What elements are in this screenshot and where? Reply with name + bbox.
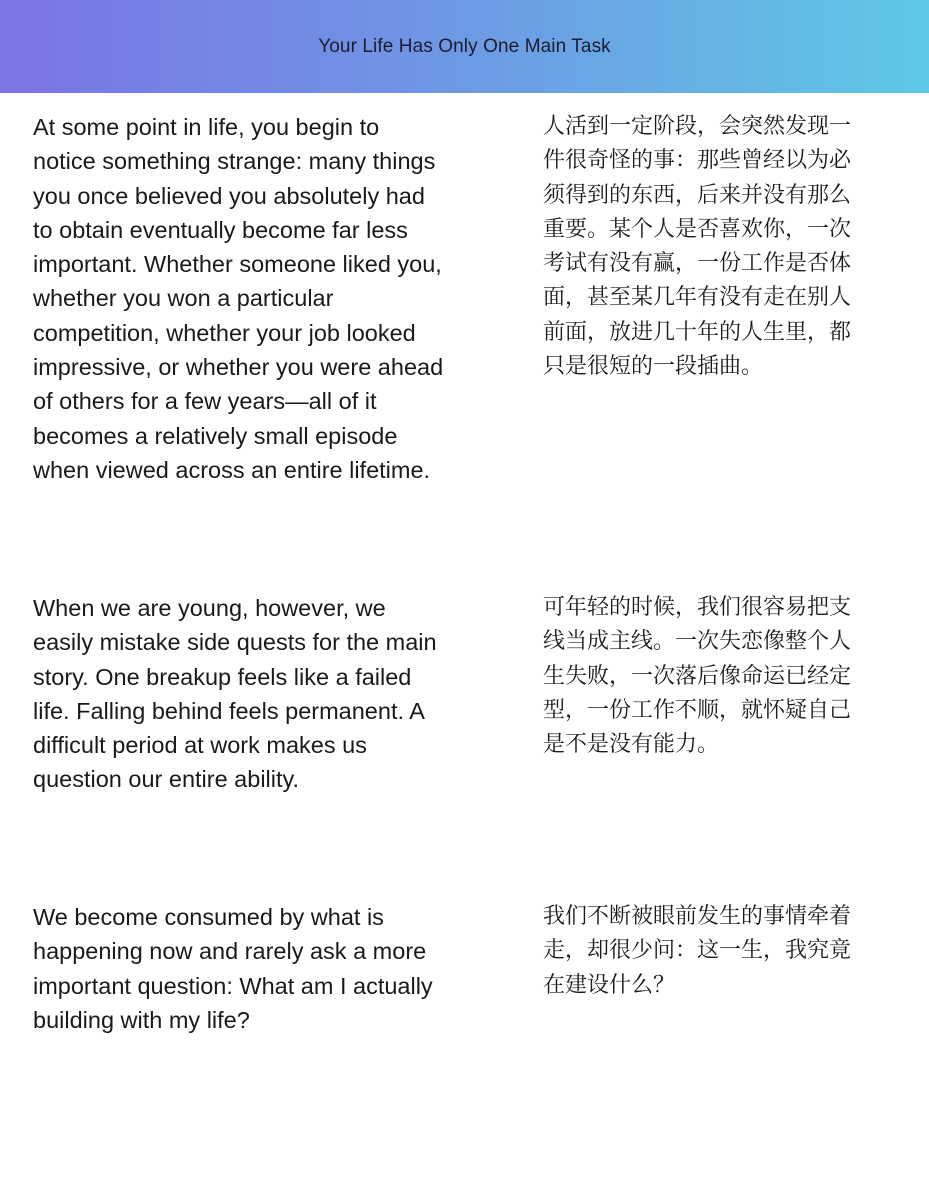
- english-paragraph: When we are young, however, we easily mistake side quests for the main story. One breakup feels like a failed life. Falling behind feels permanent. A difficult period at work makes us question our entire ability.: [33, 595, 437, 793]
- page-title: Your Life Has Only One Main Task: [318, 35, 611, 57]
- header-banner: [0, 0, 929, 93]
- chinese-paragraph: 人活到一定阶段，会突然发现一 件很奇怪的事：那些曾经以为必 须得到的东西，后来并没有那么 重要。某个人是否喜欢你，一次 考试有没有赢，一份工作是否体 面，甚至某几年有没有走在别人 前面，放进几十年的人生里，都 只是很短的一段插曲。: [543, 114, 852, 380]
- english-paragraph: We become consumed by what is happening now and rarely ask a more important question: What am I actually building with my life?: [33, 904, 433, 1033]
- chinese-paragraph: 我们不断被眼前发生的事情牵着 走，却很少问：这一生，我究竟 在建设什么？: [543, 904, 852, 998]
- chinese-paragraph: 可年轻的时候，我们很容易把支 线当成主线。一次失恋像整个人 生失败，一次落后像命运已经定 型，一份工作不顺，就怀疑自己 是不是没有能力。: [543, 595, 852, 758]
- english-paragraph: At some point in life, you begin to notice something strange: many things you once believed you absolutely had to obtain eventually become far less important. Whether someone liked you, whether you won a particular competition, whether your job looked impressive, or whether you were ahead of others for a few years—all of it becomes a relatively small episode when viewed across an entire lifetime.: [33, 114, 444, 483]
